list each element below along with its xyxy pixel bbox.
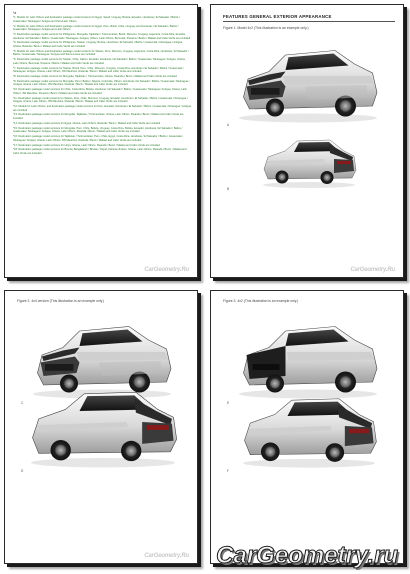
footnote-item: *7: Destination package model versions for Taiwan, Brazil, Peru, Chile, Morocco, Uruguay, Costa Rica, Honduras / El Salvador / Belize / Guatemala / Nicaragua / Antigua, Ghana, Latin Others, 3W Mauritius, Rwanda / Benin / Malawi and Cabo Verde are included bbox=[13, 66, 184, 74]
footnote-item: *10: Destination package model versions for Chile, Costa Rica, Bolivia, Honduras / El Salvador / Belize / Guatemala / Nicaragua / Antigua, Ghana, Latin Others, 3W Mauritius, Panama / Benin / Malawi and Cabo Verde are included bbox=[13, 88, 187, 95]
footnote-item: *18: Destination package model versions for Bosnia, Bangladesh / Bhutan / Nepal, Katsina Ukraine, Ghana, Latin Others, Rwanda / Benin / Malawi and Cabo Verde are included bbox=[13, 148, 187, 155]
page-exterior-appearance bbox=[210, 4, 404, 278]
page-figure-3 bbox=[210, 290, 404, 564]
page-figure-2 bbox=[4, 290, 198, 564]
footnote-list bbox=[13, 11, 191, 157]
footnote-item: *1: Models for Latin Others and destination package model versions for Egypt, Saudi, Uruguay, Bolivia, Ecuador, Honduras / El Salvador / Belize / Guatemala / Nicaragua / Antigua and Peru/Latin Others bbox=[13, 16, 180, 23]
figure-label: A bbox=[227, 123, 230, 127]
car-rear-illustration bbox=[23, 375, 183, 469]
footnote-item: *9: Destination package model versions for Mongolia, Peru / Belize / Nigeria, Colombia, Others, Honduras / El Salvador / Belize / Guatemala / Nicaragua / Antigua, Ghana, Latin Others, 3W Mauritius, Rwanda / Benin / Malawi and Cabo Verde are included bbox=[13, 79, 190, 87]
car-rear-illustration bbox=[231, 129, 387, 189]
section-divider bbox=[223, 21, 395, 22]
figure-label: C bbox=[21, 401, 24, 405]
footnote-item: *16: Destination package model versions for Tajikistan / Turkmenistan, Peru, Chile, Egypt, Costa Rica, Honduras / El Salvador / Belize / Guatemala / Nicaragua / Antigua, Ghana, Latin Others, 3W Mauritius, Rwanda / Benin / Malawi and Cabo Verde are included bbox=[13, 135, 183, 142]
footnote-item: *12: Models for Latin Others, and destination package model versions for Peru, Ecuador, Honduras / El Salvador / Belize / Guatemala / Nicaragua / Antigua are included bbox=[13, 105, 191, 112]
watermark: CarGeometry.Ru bbox=[144, 553, 189, 559]
footnote-item: *4: Destination package model versions for Philippines, Taiwan, Uruguay, Bolivia, Honduras / El Salvador / Belize / Guatemala / Nicaragua / Antigua, Ghana, Rwanda / Benin / Malawi and Cabo Verde are included bbox=[13, 41, 183, 48]
footnote-item: *15: Destination package model versions for Mongolia, Peru, Chile, Bolivia, Uruguay, Costa Rica, Bolivia, Ecuador, Honduras / El Salvador / Belize / Guatemala / Nicaragua / Antigua, Ghana, Latin Others, Rwanda / Benin / Malawi and Cabo Verde are included bbox=[13, 126, 183, 134]
footnote-item: *2: Models for Latin Others and destination package model versions for Egypt, Peru, Brazil, Chile, Uruguay and Honduras / El Salvador / Belize / Guatemala / Nicaragua / Antigua and Latin Others bbox=[13, 24, 179, 32]
figure-label: F bbox=[227, 469, 229, 473]
figure-caption: Figure 2. 4x4 version (This illustration is an example only.) bbox=[17, 299, 105, 303]
car-front-illustration bbox=[233, 33, 383, 125]
figure-label: B bbox=[227, 187, 230, 191]
section-title: FEATURES GENERAL EXTERIOR APPEARANCE bbox=[223, 14, 332, 19]
watermark: CarGeometry.Ru bbox=[144, 267, 189, 273]
figure-caption: Figure 3. 4x2 (This illustration is an example only.) bbox=[223, 299, 299, 303]
footnote-item: *11: Destination package model versions for Taiwan, Peru, Chile, Morocco, Uruguay, Ecuador, Honduras / El Salvador / Belize / Guatemala / Nicaragua / Antigua, Ghana, Latin Others, 3W Mauritius, Rwanda / Benin / Malawi and Cabo Verde are included bbox=[13, 96, 188, 104]
watermark-large: CarGeometry.ru bbox=[216, 542, 398, 569]
footnote-item: *8: Destination package model versions for Mongolia, Tajikistan / Turkmenistan, Ghana, Rwanda / Benin / Malawi and Cabo Verde are included bbox=[13, 75, 177, 79]
footnote-item: *6: Destination package model versions for Taiwan, Chile, Gabon, Ecuador, Honduras / El Salvador / Belize / Guatemala / Nicaragua / Antigua, Ghana, Latin Others, Bermuda, Panama / Belize / Malawi and Cabo Verde are included bbox=[13, 58, 186, 65]
footnote-item: *14: Destination package model versions for Egypt, Ghana, Latin Others, Rwanda / Benin / Malawi and Cabo Verde are included bbox=[13, 121, 161, 125]
footnote-item: *5: Models for Latin Others and destination package model versions for Taiwan, Peru, Morocco, Uruguay, Argentina, Costa Rica, Honduras / El Salvador / Belize / Guatemala / Nicaragua / Antigua and Sierra Leone are included bbox=[13, 49, 189, 57]
figure-label: E bbox=[227, 401, 230, 405]
car-rear-illustration bbox=[231, 383, 387, 469]
figure-caption: Figure 1. Model 4x2 (This illustration is an example only.) bbox=[223, 26, 309, 30]
watermark: CarGeometry.Ru bbox=[350, 267, 395, 273]
footnote-head: *a bbox=[13, 11, 17, 15]
footnote-item: *13: Destination package model versions for Mongolia, Tajikistan / Turkmenistan, Ghana, Latin Others, Rwanda / Benin / Malawi and Cabo Verde are included bbox=[13, 113, 184, 120]
page-footnotes bbox=[4, 4, 198, 278]
footnote-item: *17: Destination package model versions for Libya, Ghana, Latin Others, Rwanda / Benin / Malawi and Cabo Verde are included bbox=[13, 143, 160, 147]
footnote-item: *3: Destination package model versions for Philippines, Mongolia, Tajikistan / Turkmenistan, Brazil, Morocco, Uruguay, Argentina, Costa Rica, Ecuador, Honduras / El Salvador / Belize / Guatemala / Nicaragua / Antigua, Others, Latin Others, Bermuda, Panama / Belize / Malawi and Cabo Verde are included bbox=[13, 33, 191, 40]
figure-label: D bbox=[21, 469, 24, 473]
